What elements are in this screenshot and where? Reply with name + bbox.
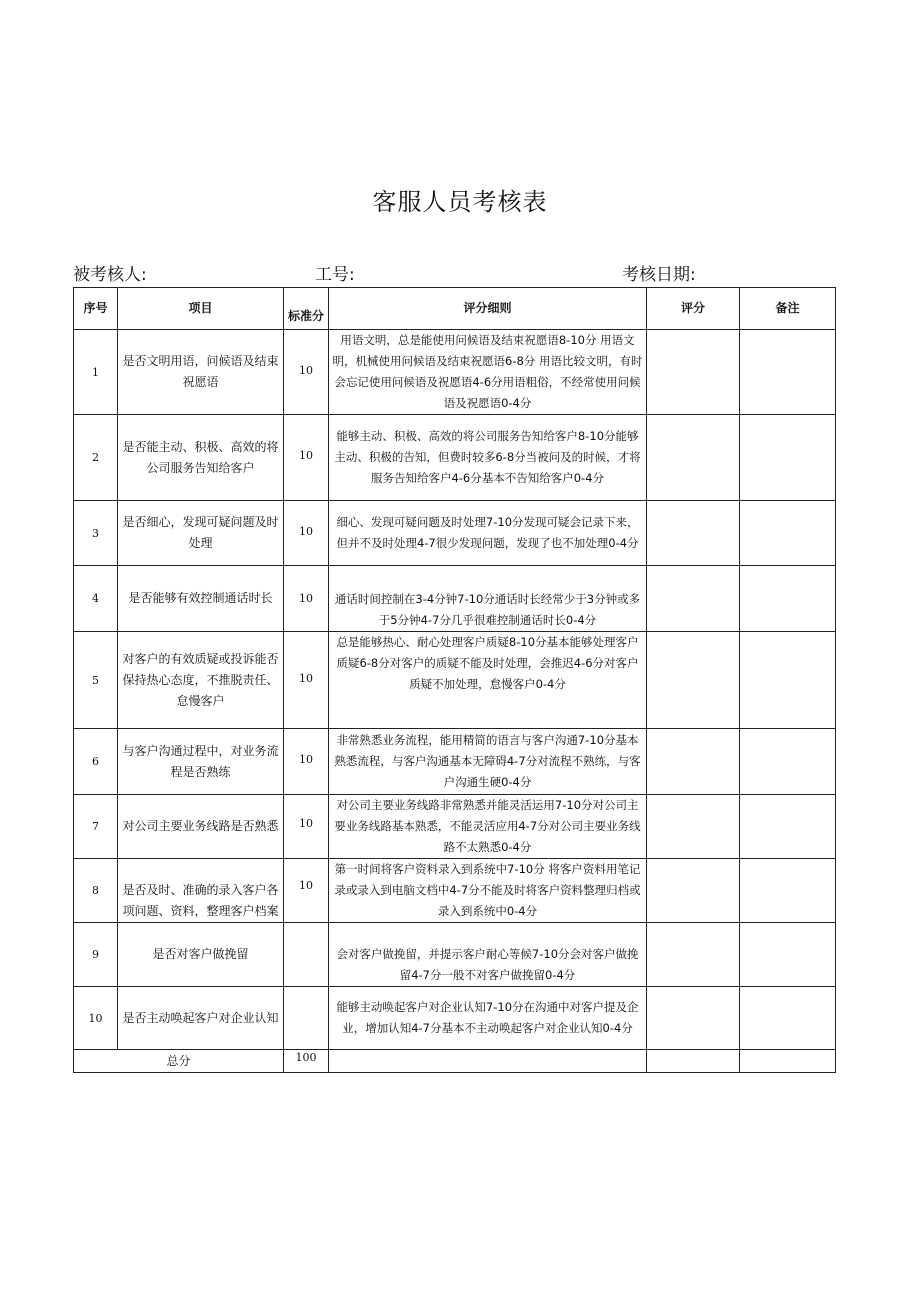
row-remark-cell[interactable] — [740, 632, 836, 729]
row-score-cell[interactable] — [647, 501, 740, 566]
total-criteria-cell — [329, 1050, 647, 1073]
total-label: 总分 — [74, 1050, 284, 1073]
header-standard: 标准分 — [284, 288, 329, 330]
row-standard: 10 — [284, 729, 329, 795]
row-item: 对客户的有效质疑或投诉能否保持热心态度，不推脱责任、怠慢客户 — [118, 632, 284, 729]
evaluation-table — [73, 287, 836, 1073]
row-item: 是否及时、准确的录入客户各项问题、资料，整理客户档案 — [118, 859, 284, 923]
row-score-cell[interactable] — [647, 729, 740, 795]
header-remark: 备注 — [740, 288, 836, 330]
row-score-cell[interactable] — [647, 632, 740, 729]
row-score-cell[interactable] — [647, 330, 740, 415]
employee-id-label: 工号: — [315, 265, 355, 285]
row-index: 9 — [74, 923, 118, 987]
row-index: 4 — [74, 566, 118, 632]
row-criteria: 会对客户做挽留，并提示客户耐心等候7-10分会对客户做挽留4-7分一般不对客户做挽留0-4分 — [329, 923, 647, 987]
table-row — [74, 859, 836, 923]
row-remark-cell[interactable] — [740, 987, 836, 1050]
row-index: 7 — [74, 795, 118, 859]
row-index: 5 — [74, 632, 118, 729]
table-row — [74, 415, 836, 501]
row-score-cell[interactable] — [647, 795, 740, 859]
table-row — [74, 987, 836, 1050]
row-criteria: 总是能够热心、耐心处理客户质疑8-10分基本能够处理客户质疑6-8分对客户的质疑不能及时处理，会推迟4-6分对客户质疑不加处理，怠慢客户0-4分 — [329, 632, 647, 729]
row-index: 6 — [74, 729, 118, 795]
header-criteria: 评分细则 — [329, 288, 647, 330]
row-standard: 10 — [284, 330, 329, 415]
row-item: 是否能够有效控制通话时长 — [118, 566, 284, 632]
row-score-cell[interactable] — [647, 566, 740, 632]
row-score-cell[interactable] — [647, 923, 740, 987]
row-criteria: 用语文明，总是能使用问候语及结束祝愿语8-10分 用语文明，机械使用问候语及结束祝愿语6-8分 用语比较文明，有时会忘记使用问候语及祝愿语4-6分用语粗俗，不经常使用问候语及祝愿语0-4分 — [329, 330, 647, 415]
row-standard: 10 — [284, 415, 329, 501]
row-item: 是否细心，发现可疑问题及时处理 — [118, 501, 284, 566]
total-remark-cell[interactable] — [740, 1050, 836, 1073]
row-criteria: 能够主动、积极、高效的将公司服务告知给客户8-10分能够主动、积极的告知，但费时较多6-8分当被问及的时候，才将服务告知给客户4-6分基本不告知给客户0-4分 — [329, 415, 647, 501]
row-index: 8 — [74, 859, 118, 923]
total-row — [74, 1050, 836, 1073]
table-header-row — [74, 288, 836, 330]
row-standard — [284, 923, 329, 987]
row-standard — [284, 987, 329, 1050]
row-index: 2 — [74, 415, 118, 501]
total-score-cell[interactable] — [647, 1050, 740, 1073]
row-item: 是否文明用语，问候语及结束祝愿语 — [118, 330, 284, 415]
row-remark-cell[interactable] — [740, 923, 836, 987]
row-remark-cell[interactable] — [740, 859, 836, 923]
date-label: 考核日期: — [622, 265, 696, 285]
row-item: 是否对客户做挽留 — [118, 923, 284, 987]
header-score: 评分 — [647, 288, 740, 330]
row-index: 3 — [74, 501, 118, 566]
table-row — [74, 795, 836, 859]
row-remark-cell[interactable] — [740, 330, 836, 415]
page-title: 客服人员考核表 — [372, 188, 548, 216]
row-remark-cell[interactable] — [740, 415, 836, 501]
examinee-label: 被考核人: — [73, 265, 147, 285]
row-standard: 10 — [284, 859, 329, 923]
row-remark-cell[interactable] — [740, 566, 836, 632]
row-item: 是否主动唤起客户对企业认知 — [118, 987, 284, 1050]
row-criteria: 对公司主要业务线路非常熟悉并能灵活运用7-10分对公司主要业务线路基本熟悉，不能灵活应用4-7分对公司主要业务线路不太熟悉0-4分 — [329, 795, 647, 859]
row-criteria: 非常熟悉业务流程，能用精简的语言与客户沟通7-10分基本熟悉流程，与客户沟通基本无障碍4-7分对流程不熟练，与客户沟通生硬0-4分 — [329, 729, 647, 795]
table-row — [74, 501, 836, 566]
row-remark-cell[interactable] — [740, 729, 836, 795]
table-row — [74, 330, 836, 415]
table-row — [74, 632, 836, 729]
total-standard: 100 — [284, 1050, 329, 1073]
row-criteria: 能够主动唤起客户对企业认知7-10分在沟通中对客户提及企业，增加认知4-7分基本不主动唤起客户对企业认知0-4分 — [329, 987, 647, 1050]
row-criteria: 第一时间将客户资料录入到系统中7-10分 将客户资料用笔记录或录入到电脑文档中4-7分不能及时将客户资料整理归档或录入到系统中0-4分 — [329, 859, 647, 923]
row-criteria: 细心、发现可疑问题及时处理7-10分发现可疑会记录下来，但并不及时处理4-7很少发现问题，发现了也不加处理0-4分 — [329, 501, 647, 566]
row-index: 10 — [74, 987, 118, 1050]
row-criteria: 通话时间控制在3-4分钟7-10分通话时长经常少于3分钟或多于5分钟4-7分几乎很难控制通话时长0-4分 — [329, 566, 647, 632]
row-item: 与客户沟通过程中，对业务流程是否熟练 — [118, 729, 284, 795]
row-remark-cell[interactable] — [740, 501, 836, 566]
row-index: 1 — [74, 330, 118, 415]
row-item: 对公司主要业务线路是否熟悉 — [118, 795, 284, 859]
row-score-cell[interactable] — [647, 415, 740, 501]
row-standard: 10 — [284, 795, 329, 859]
row-item: 是否能主动、积极、高效的将公司服务告知给客户 — [118, 415, 284, 501]
table-row — [74, 729, 836, 795]
row-remark-cell[interactable] — [740, 795, 836, 859]
header-index: 序号 — [74, 288, 118, 330]
table-row — [74, 566, 836, 632]
table-row — [74, 923, 836, 987]
row-standard: 10 — [284, 501, 329, 566]
row-score-cell[interactable] — [647, 987, 740, 1050]
row-score-cell[interactable] — [647, 859, 740, 923]
header-item: 项目 — [118, 288, 284, 330]
row-standard: 10 — [284, 632, 329, 729]
row-standard: 10 — [284, 566, 329, 632]
